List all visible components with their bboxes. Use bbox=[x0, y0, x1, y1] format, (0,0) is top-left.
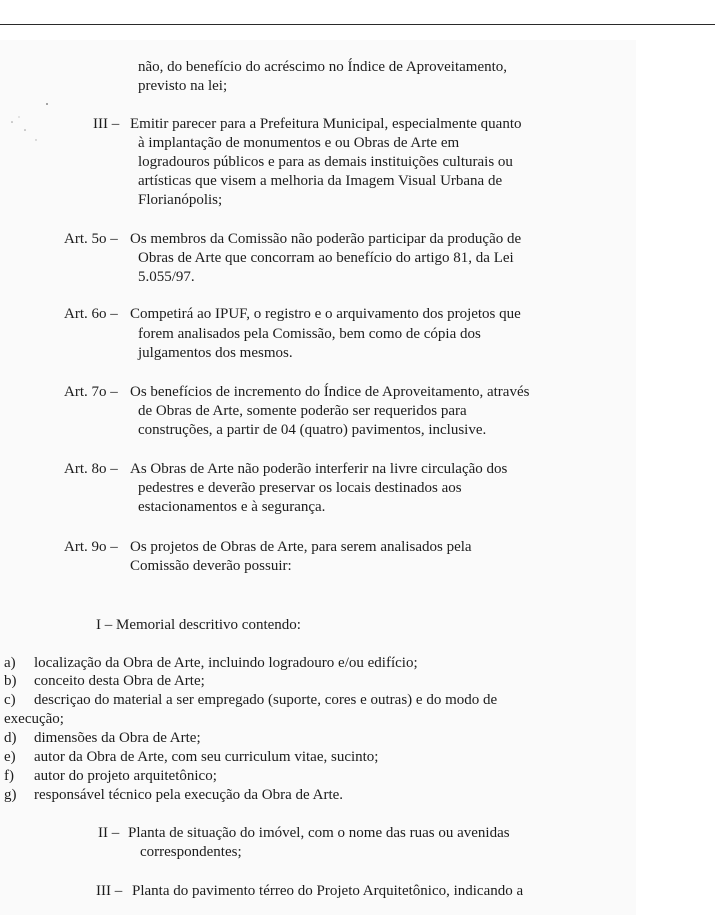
text-line: Planta de situação do imóvel, com o nome das ruas ou avenidas bbox=[128, 825, 510, 841]
text-line: As Obras de Arte não poderão interferir na livre circulação dos bbox=[130, 461, 508, 477]
list-item: autor da Obra de Arte, com seu curriculum vitae, sucinto; bbox=[34, 749, 379, 765]
text-line: correspondentes; bbox=[140, 844, 242, 860]
text-line: Competirá ao IPUF, o registro e o arquivamento dos projetos que bbox=[130, 306, 521, 322]
text-line: Obras de Arte que concorram ao benefício do artigo 81, da Lei bbox=[138, 250, 514, 266]
text-line: I – Memorial descritivo contendo: bbox=[96, 617, 301, 633]
list-letter: a) bbox=[4, 655, 16, 671]
list-item-continuation: execução; bbox=[4, 711, 64, 727]
text-line: Florianópolis; bbox=[138, 192, 223, 208]
item-label: III – bbox=[93, 116, 120, 132]
list-letter: b) bbox=[4, 673, 17, 689]
scanned-page bbox=[0, 40, 636, 915]
text-line: 5.055/97. bbox=[138, 269, 195, 285]
list-letter: d) bbox=[4, 730, 17, 746]
text-line: Planta do pavimento térreo do Projeto Arquitetônico, indicando a bbox=[132, 883, 524, 899]
text-line: Os membros da Comissão não poderão participar da produção de bbox=[130, 231, 522, 247]
text-line: não, do benefício do acréscimo no Índice de Aproveitamento, bbox=[138, 59, 508, 75]
text-line: previsto na lei; bbox=[138, 78, 228, 94]
item-label: III – bbox=[96, 883, 123, 899]
list-letter: g) bbox=[4, 787, 17, 803]
article-label: Art. 7o – bbox=[64, 384, 118, 400]
text-line: forem analisados pela Comissão, bem como de cópia dos bbox=[138, 326, 481, 342]
list-item: localização da Obra de Arte, incluindo logradouro e/ou edifício; bbox=[34, 655, 418, 671]
text-line: pedestres e deverão preservar os locais destinados aos bbox=[138, 480, 462, 496]
list-item: conceito desta Obra de Arte; bbox=[34, 673, 205, 689]
article-label: Art. 5o – bbox=[64, 231, 118, 247]
scan-noise bbox=[0, 92, 60, 152]
list-letter: f) bbox=[4, 768, 14, 784]
list-letter: e) bbox=[4, 749, 16, 765]
list-item: autor do projeto arquitetônico; bbox=[34, 768, 217, 784]
text-line: estacionamentos e à segurança. bbox=[138, 499, 326, 515]
text-line: Comissão deverão possuir: bbox=[130, 558, 292, 574]
text-line: construções, a partir de 04 (quatro) pavimentos, inclusive. bbox=[138, 422, 487, 438]
list-item: dimensões da Obra de Arte; bbox=[34, 730, 201, 746]
text-line: julgamentos dos mesmos. bbox=[138, 345, 293, 361]
list-item: descriçao do material a ser empregado (suporte, cores e outras) e do modo de bbox=[34, 692, 498, 708]
list-letter: c) bbox=[4, 692, 16, 708]
text-line: artísticas que visem a melhoria da Imagem Visual Urbana de bbox=[138, 173, 503, 189]
text-line: Os projetos de Obras de Arte, para serem analisados pela bbox=[130, 539, 472, 555]
viewer-top-bar bbox=[0, 0, 715, 25]
article-label: Art. 9o – bbox=[64, 539, 118, 555]
article-label: Art. 6o – bbox=[64, 306, 118, 322]
text-line: à implantação de monumentos e ou Obras de Arte em bbox=[138, 135, 460, 151]
text-line: de Obras de Arte, somente poderão ser requeridos para bbox=[138, 403, 467, 419]
list-item: responsável técnico pela execução da Obra de Arte. bbox=[34, 787, 344, 803]
text-line: Emitir parecer para a Prefeitura Municipal, especialmente quanto bbox=[130, 116, 522, 132]
text-line: Os benefícios de incremento do Índice de Aproveitamento, através bbox=[130, 384, 530, 400]
text-line: logradouros públicos e para as demais instituições culturais ou bbox=[138, 154, 513, 170]
article-label: Art. 8o – bbox=[64, 461, 118, 477]
item-label: II – bbox=[98, 825, 120, 841]
